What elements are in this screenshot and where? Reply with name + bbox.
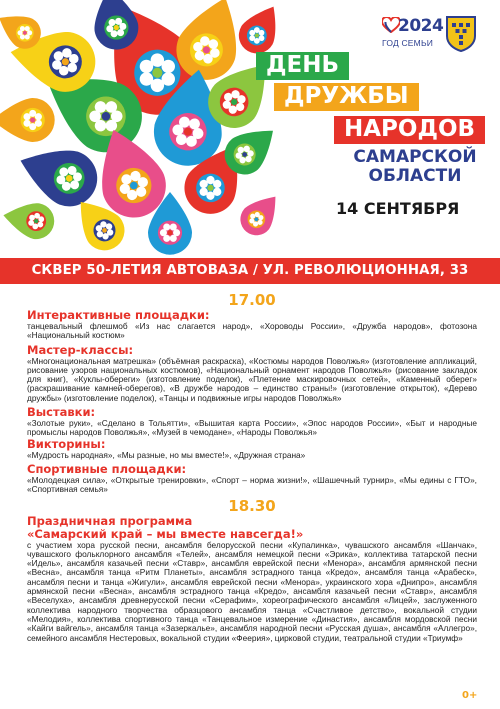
ornament-drop	[234, 186, 288, 242]
location-bar: СКВЕР 50-ЛЕТИЯ АВТОВАЗА / УЛ. РЕВОЛЮЦИОННАЯ, 33	[0, 258, 500, 284]
section-interactive	[27, 309, 477, 341]
ornament-drop	[0, 98, 55, 142]
section-masterclasses	[27, 344, 477, 403]
year-number: 2024	[398, 16, 444, 36]
section-sports	[27, 463, 477, 495]
time-block-1: 17.00	[228, 291, 276, 309]
year-of-family-logo	[382, 14, 444, 56]
decorative-ornament	[0, 0, 300, 255]
section-text: танцевальный флешмоб «Из нас слагается народ», «Хороводы России», «Дружба народов», фотозона «Национальный костюм»	[27, 321, 477, 341]
section-text: «Золотые руки», «Сделано в Тольятти», «Вышитая карта России», «Эпос народов России», «Быт и народные промыслы народов Поволжья», «Музей в чемодане», «Народы Поволжья»	[27, 418, 477, 438]
concert-title-line-1: Праздничная программа	[27, 513, 193, 528]
section-exhibitions	[27, 406, 477, 438]
title-line-narodov: НАРОДОВ	[334, 116, 485, 144]
section-text: «Мудрость народная», «Мы разные, но мы вместе!», «Дружная страна»	[27, 449, 306, 460]
title-line-druzhby: ДРУЖБЫ	[274, 83, 419, 111]
section-text: «Многонациональная матрешка» (объёмная раскраска), «Костюмы народов Поволжья» (изготовление аппликаций, рисование узоров национальных костюмов), «Национальный орнамент народов Поволжья» (рисование закладок для книг), «Куклы-обереги» (изготовление поделок), «Плетение маскировочных сетей», «Каменный оберег» (раскрашивание камней-оберегов), «В дружбе народов – единство страны!» (изготовление открыток), «Дерево дружбы» (изготовление поделок), «Танцы и подвижные игры народов Поволжья»	[27, 355, 477, 403]
section-title: Интерактивные площадки:	[27, 308, 210, 322]
concert-title-line-2: «Самарский край – мы вместе навсегда!»	[27, 526, 304, 541]
region-line-2: ОБЛАСТИ	[368, 166, 462, 186]
section-text: «Молодецкая сила», «Открытые тренировки», «Спорт – норма жизни!», «Шашечный турнир», «Мы едины с ГТО», «Спортивная семья»	[27, 474, 477, 495]
section-concert	[27, 515, 477, 643]
section-title: Спортивные площадки:	[27, 461, 187, 476]
section-title: Викторины:	[27, 436, 106, 451]
year-caption: ГОД СЕМЬИ	[382, 38, 434, 48]
region-line-1: САМАРСКОЙ	[353, 147, 477, 167]
age-rating: 0+	[462, 690, 478, 701]
tolyatti-crest-icon	[446, 16, 476, 52]
ornament-drop	[0, 198, 57, 242]
time-block-2: 18.30	[228, 496, 276, 515]
concert-text: с участием хора русской песни, ансамбля белорусской песни «Купалинка», чувашского ансамбля «Шанчак», чувашского фольклорного ансамбля «Телей», ансамбля немецкой песни «Эрика», коллектива татарской песни «Идель», ансамбля казачьей песни «Ставр», ансамбля еврейской песни «Менора», ансамбля армянской песни «Весна», ансамбля танца «Ритм Планеты», ансамбля эстрадного танца «Кредо», ансамбля танца «Арабеск», ансамбля песни и танца «Жигули», ансамбля еврейской песни «Менора», украинского хора «Днипро», ансамбля армянской песни «Весна», ансамбля эстрадного танца «Кредо», ансамбля казачьей песни «Ставр», ансамбля «Веселуха», ансамбля древнерусской песни «Серафим», хореографического ансамбля «Лицей», заслуженного коллектива народного творчества образцового ансамбля танца «Счастливое детство», вокальной студии «Мелодия», коллектива спортивного танца «Танцевальное измерение «Династия», ансамбля мордовской песни «Кайги вайгель», ансамбля танца «Зазеркалье», ансамбля народной песни «Русская душа», ансамбля «Аллегро», семейного ансамбля Нестеровых, вокальной студии «Феерия», цирковой студии, театральной студии «Триумф»	[27, 539, 477, 643]
section-quizzes	[27, 438, 477, 460]
section-title: Мастер-классы:	[27, 342, 134, 357]
title-line-den: ДЕНЬ	[256, 52, 349, 80]
region-title	[340, 148, 490, 186]
section-title: Выставки:	[27, 405, 96, 420]
program	[27, 292, 477, 643]
event-date: 14 СЕНТЯБРЯ	[336, 199, 460, 218]
